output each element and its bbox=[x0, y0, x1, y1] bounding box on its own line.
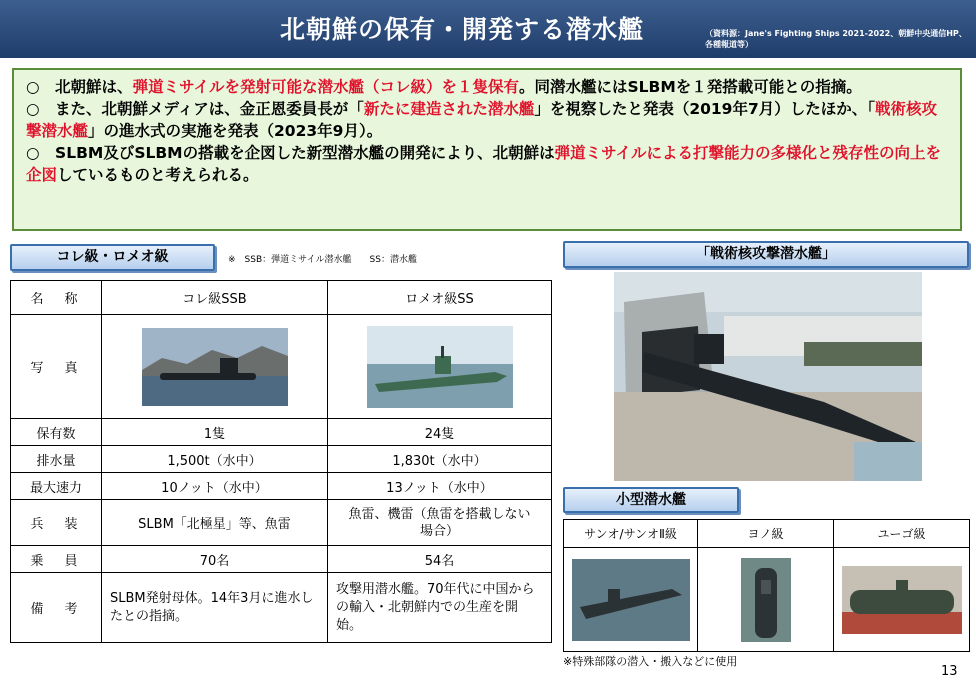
row-label: 最大速力 bbox=[11, 473, 102, 500]
highlight-text: 弾道ミサイルによる打撃能力の多様化と残存性の向上を企図 bbox=[26, 144, 942, 184]
table-row bbox=[11, 473, 552, 500]
page-number: 13 bbox=[941, 664, 958, 679]
yono-class-photo bbox=[741, 558, 791, 642]
photo-cell bbox=[328, 315, 552, 419]
page-header bbox=[0, 0, 976, 58]
table-cell: 1隻 bbox=[102, 419, 328, 446]
highlight-text: 弾道ミサイルを発射可能な潜水艦（コレ級）を１隻保有 bbox=[132, 78, 519, 96]
table-row bbox=[11, 281, 552, 315]
table-row bbox=[11, 546, 552, 573]
summary-point-2: ○ また、北朝鮮メディアは、金正恩委員長が「新たに建造された潜水艦」を視察したと発表（2019年7月）したほか、「戦術核攻撃潜水艦」の進水式の実施を発表（2023年9月）。 bbox=[26, 100, 938, 140]
header-cell: ヨノ級 bbox=[698, 520, 834, 548]
summary-point-3: ○ SLBM及びSLBMの搭載を企図した新型潜水艦の開発により、北朝鮮は弾道ミサイルによる打撃能力の多様化と残存性の向上を企図しているものと考えられる。 bbox=[26, 144, 942, 184]
section-label-tactical: 「戦術核攻撃潜水艦」 bbox=[563, 241, 969, 268]
summary-point-1: ○ 北朝鮮は、弾道ミサイルを発射可能な潜水艦（コレ級）を１隻保有。同潜水艦にはSLBMを１発搭載可能との指摘。 bbox=[26, 78, 862, 96]
header-cell: サンオ/サンオⅡ級 bbox=[564, 520, 698, 548]
table-cell: 54名 bbox=[328, 546, 552, 573]
table-cell: 13ノット（水中） bbox=[328, 473, 552, 500]
table-row bbox=[11, 419, 552, 446]
header-cell: コレ級SSB bbox=[102, 281, 328, 315]
table-row bbox=[564, 548, 970, 652]
row-label: 兵 装 bbox=[11, 500, 102, 546]
source-note: （資料源：Jane's Fighting Ships 2021-2022、朝鮮中央通信HP、各種報道等） bbox=[705, 29, 967, 49]
table-cell: 1,500t（水中） bbox=[102, 446, 328, 473]
table-cell: 攻撃用潜水艦。70年代に中国からの輸入・北朝鮮内での生産を開始。 bbox=[328, 573, 552, 643]
summary-box bbox=[12, 68, 962, 231]
table-row bbox=[11, 446, 552, 473]
row-label: 保有数 bbox=[11, 419, 102, 446]
table-row bbox=[564, 520, 970, 548]
table-cell: 24隻 bbox=[328, 419, 552, 446]
sango-class-photo bbox=[572, 559, 690, 641]
kore-class-photo bbox=[142, 328, 288, 406]
highlight-text: 戦術核攻撃潜水艦 bbox=[26, 100, 938, 140]
section-label-kore-romeo: コレ級・ロメオ級 bbox=[10, 244, 215, 271]
table-cell: 魚雷、機雷（魚雷を搭載しない場合） bbox=[328, 500, 552, 546]
header-cell: ユーゴ級 bbox=[834, 520, 970, 548]
table-row bbox=[11, 315, 552, 419]
table-row bbox=[11, 573, 552, 643]
romeo-class-photo bbox=[367, 326, 513, 408]
submarine-spec-table bbox=[10, 280, 552, 643]
header-cell: 名 称 bbox=[11, 281, 102, 315]
row-label: 備 考 bbox=[11, 573, 102, 643]
bullet-icon: ○ bbox=[26, 100, 40, 118]
table-cell: 1,830t（水中） bbox=[328, 446, 552, 473]
photo-cell bbox=[564, 548, 698, 652]
section-label-small-sub: 小型潜水艦 bbox=[563, 487, 739, 513]
photo-cell bbox=[698, 548, 834, 652]
table-row bbox=[11, 500, 552, 546]
tactical-sub-photo bbox=[614, 272, 922, 481]
header-cell: ロメオ級SS bbox=[328, 281, 552, 315]
yugo-class-photo bbox=[842, 566, 962, 634]
bullet-icon: ○ bbox=[26, 144, 40, 162]
page-title: 北朝鮮の保有・開発する潜水艦 bbox=[280, 15, 645, 44]
small-submarine-table bbox=[563, 519, 970, 652]
abbreviation-note: ※ SSB：弾道ミサイル潜水艦 SS：潜水艦 bbox=[228, 255, 417, 265]
highlight-text: 新たに建造された潜水艦 bbox=[363, 100, 535, 118]
row-label: 乗 員 bbox=[11, 546, 102, 573]
photo-cell bbox=[102, 315, 328, 419]
table-cell: 10ノット（水中） bbox=[102, 473, 328, 500]
special-forces-note: ※特殊部隊の潜入・搬入などに使用 bbox=[563, 655, 738, 668]
row-label: 写 真 bbox=[11, 315, 102, 419]
bullet-icon: ○ bbox=[26, 78, 40, 96]
table-cell: SLBM発射母体。14年3月に進水したとの指摘。 bbox=[102, 573, 328, 643]
table-cell: 70名 bbox=[102, 546, 328, 573]
row-label: 排水量 bbox=[11, 446, 102, 473]
photo-cell bbox=[834, 548, 970, 652]
table-cell: SLBM「北極星」等、魚雷 bbox=[102, 500, 328, 546]
